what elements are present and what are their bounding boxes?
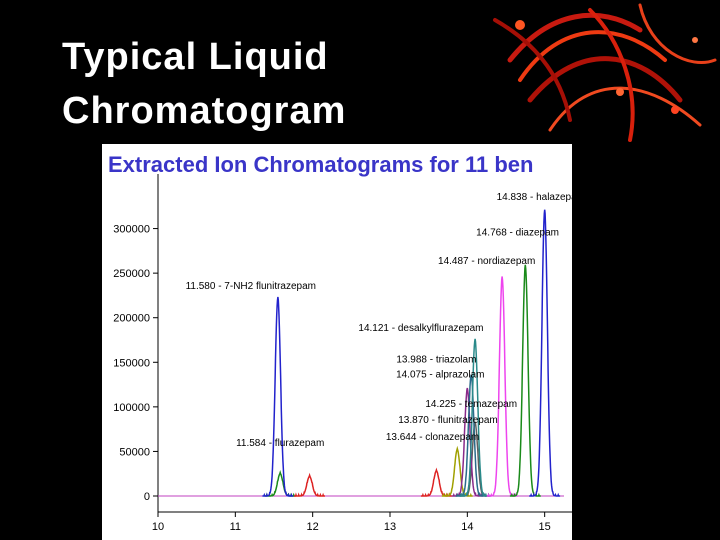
y-tick-label: 200000 bbox=[113, 312, 150, 325]
x-tick-label: 15 bbox=[538, 521, 551, 533]
x-tick-label: 12 bbox=[306, 521, 319, 533]
chart-title: Extracted Ion Chromatograms for 11 ben bbox=[108, 152, 534, 177]
y-tick-label: 50000 bbox=[119, 446, 150, 459]
chromatogram-peak bbox=[529, 210, 560, 496]
y-tick-label: 150000 bbox=[113, 357, 150, 370]
peak-annotation: 11.584 - flurazepam bbox=[236, 438, 325, 450]
slide-title bbox=[62, 30, 482, 138]
peak-annotation: 14.225 - temazepam bbox=[425, 398, 518, 410]
chromatogram-peak bbox=[262, 297, 293, 496]
slide-title-line-2: Chromatogram bbox=[62, 90, 347, 132]
x-tick-label: 14 bbox=[461, 521, 474, 533]
chromatogram-panel bbox=[102, 144, 586, 540]
peak-annotation: 14.768 - diazepam bbox=[476, 227, 560, 239]
slide-title-line-1: Typical Liquid bbox=[62, 36, 329, 78]
x-tick-label: 10 bbox=[151, 521, 165, 533]
chromatogram-peak bbox=[421, 470, 452, 496]
y-tick-label: 300000 bbox=[113, 223, 150, 236]
peak-annotation: 13.870 - flunitrazepam bbox=[398, 414, 498, 426]
chromatogram-peak bbox=[510, 265, 541, 496]
peak-annotation: 11.580 - 7-NH2 flunitrazepam bbox=[185, 281, 317, 293]
x-tick-label: 11 bbox=[229, 521, 242, 533]
y-tick-label: 250000 bbox=[113, 268, 150, 281]
peak-annotation: 14.487 - nordiazepam bbox=[438, 256, 536, 268]
y-tick-label: 100000 bbox=[113, 401, 150, 414]
peak-annotation: 14.838 - halazepam bbox=[496, 192, 586, 204]
peak-annotation: 14.121 - desalkylflurazepam bbox=[358, 323, 484, 335]
y-tick-label: 0 bbox=[143, 491, 150, 503]
peak-annotation: 13.988 - triazolam bbox=[396, 354, 477, 366]
decorative-swirl-image bbox=[490, 0, 720, 150]
chromatogram-peak bbox=[487, 277, 518, 497]
x-tick-label: 13 bbox=[383, 521, 397, 533]
peak-annotation: 14.075 - alprazolam bbox=[396, 369, 485, 381]
peak-annotation: 13.644 - clonazepam bbox=[385, 431, 480, 443]
chromatogram-chart bbox=[102, 144, 586, 540]
chromatogram-peak bbox=[294, 475, 325, 496]
